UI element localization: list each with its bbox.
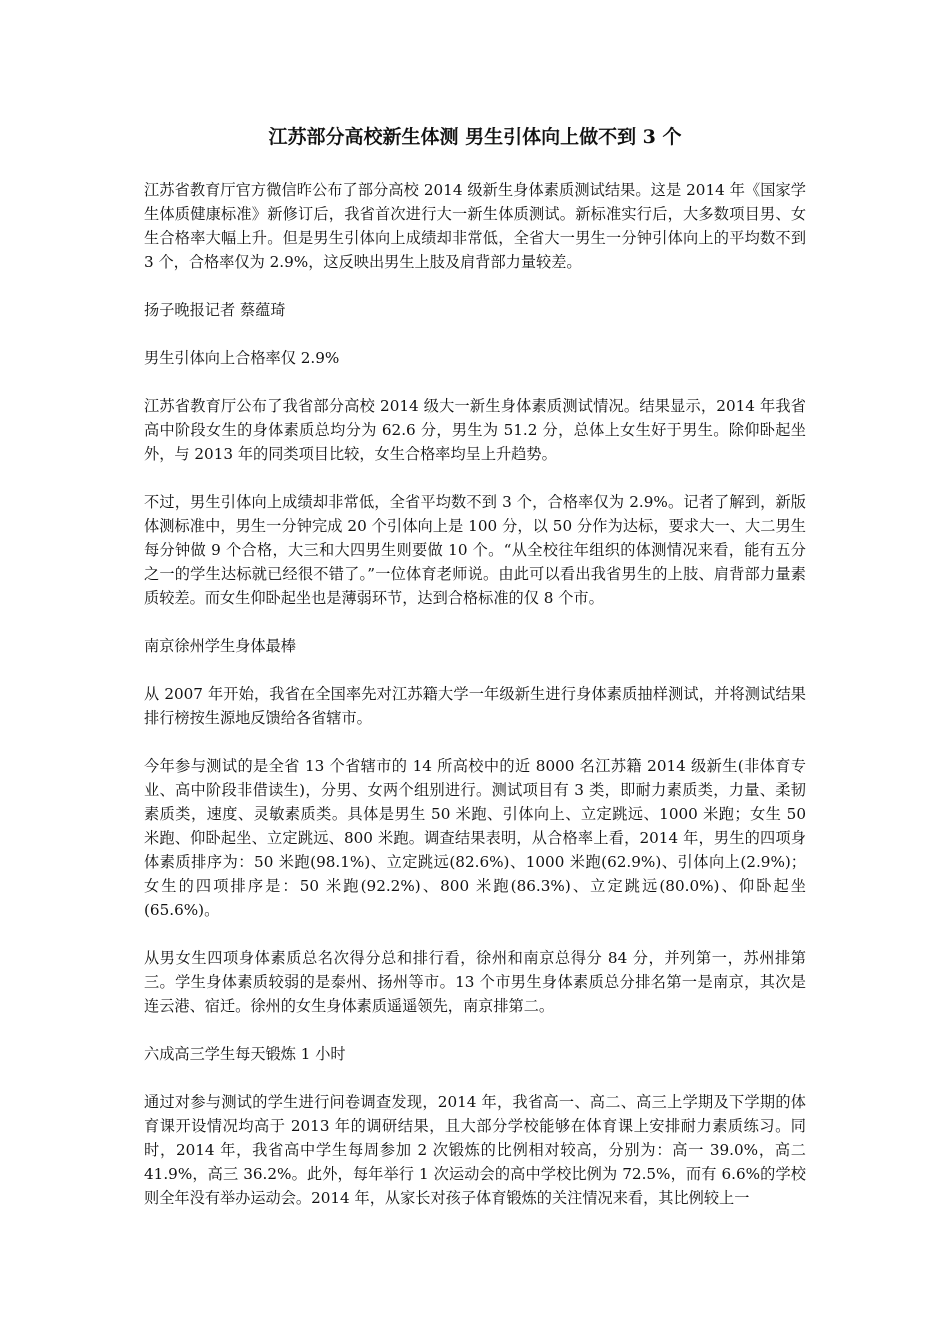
section-heading-cities: 南京徐州学生身体最棒 — [144, 637, 296, 655]
paragraph-results: 江苏省教育厅公布了我省部分高校 2014 级大一新生身体素质测试情况。结果显示，2014 年我省高中阶段女生的身体素质总均分为 62.6 分，男生为 51.2 分，总体上女生好于男生。除仰卧起坐外，与 2013 年的同类项目比较，女生合格率均呈上升趋势。 — [144, 397, 806, 463]
paragraph-pullups: 不过，男生引体向上成绩却非常低，全省平均数不到 3 个，合格率仅为 2.9%。记者了解到，新版体测标准中，男生一分钟完成 20 个引体向上是 100 分，以 50 分作为达标，要求大一、大二男生每分钟做 9 个合格，大三和大四男生则要做 10 个。“从全校往年组织的体测情况来看，能有五分之一的学生达标就已经很不错了。”一位体育老师说。由此可以看出我省男生的上肢、肩背部力量素质较差。而女生仰卧起坐也是薄弱环节，达到合格标准的仅 8 个市。 — [144, 493, 806, 607]
paragraph-survey: 通过对参与测试的学生进行问卷调查发现，2014 年，我省高一、高二、高三上学期及下学期的体育课开设情况均高于 2013 年的调研结果，且大部分学校能够在体育课上安排耐力素质练习。同时，2014 年，我省高中学生每周参加 2 次锻炼的比例相对较高，分别为：高一 39.0%，高二 41.9%，高三 36.2%。此外，每年举行 1 次运动会的高中学校比例为 72.5%，而有 6.6%的学校则全年没有举办运动会。2014 年，从家长对孩子体育锻炼的关注情况来看，其比例较上一 — [144, 1093, 806, 1207]
article-title: 江苏部分高校新生体测 男生引体向上做不到 3 个 — [268, 126, 682, 148]
paragraph-test-details: 今年参与测试的是全省 13 个省辖市的 14 所高校中的近 8000 名江苏籍 2014 级新生(非体育专业、高中阶段非借读生)，分男、女两个组别进行。测试项目有 3 类，即耐力素质类，力量、柔韧素质类，速度、灵敏素质类。具体是男生 50 米跑、引体向上、立定跳远、1000 米跑；女生 50 米跑、仰卧起坐、立定跳远、800 米跑。调查结果表明，从合格率上看，2014 年，男生的四项身体素质排序为：50 米跑(98.1%)、立定跳远(82.6%)、1000 米跑(62.9%)、引体向上(2.9%)；女生的四项排序是：50 米跑(92.2%)、800 米跑(86.3%)、立定跳远(80.0%)、仰卧起坐(65.6%)。 — [144, 757, 806, 919]
article-body — [144, 178, 806, 1234]
paragraph-intro: 江苏省教育厅官方微信昨公布了部分高校 2014 级新生身体素质测试结果。这是 2014 年《国家学生体质健康标准》新修订后，我省首次进行大一新生体质测试。新标准实行后，大多数项目男、女生合格率大幅上升。但是男生引体向上成绩却非常低，全省大一男生一分钟引体向上的平均数不到 3 个，合格率仅为 2.9%，这反映出男生上肢及肩背部力量较差。 — [144, 181, 806, 271]
paragraph-byline: 扬子晚报记者 蔡蕴琦 — [144, 301, 286, 319]
section-heading-pullups: 男生引体向上合格率仅 2.9% — [144, 349, 340, 367]
paragraph-rankings: 从男女生四项身体素质总名次得分总和排行看，徐州和南京总得分 84 分，并列第一，苏州排第三。学生身体素质较弱的是泰州、扬州等市。13 个市男生身体素质总分排名第一是南京，其次是连云港、宿迁。徐州的女生身体素质遥遥领先，南京排第二。 — [144, 949, 806, 1015]
paragraph-history: 从 2007 年开始，我省在全国率先对江苏籍大学一年级新生进行身体素质抽样测试，并将测试结果排行榜按生源地反馈给各省辖市。 — [144, 685, 806, 727]
section-heading-exercise: 六成高三学生每天锻炼 1 小时 — [144, 1045, 346, 1063]
